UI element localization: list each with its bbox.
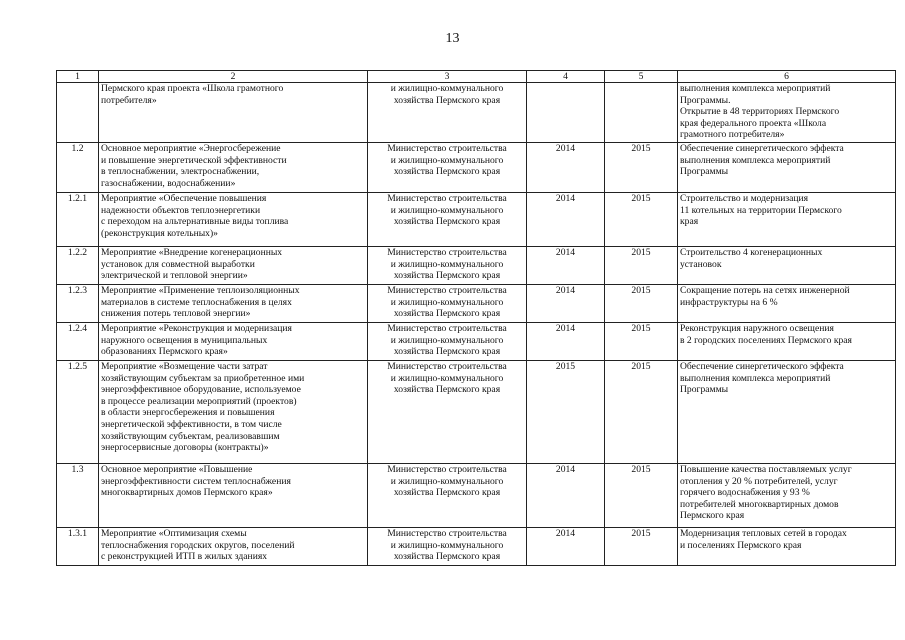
expected-result: Реконструкция наружного освещения в 2 городских поселениях Пермского края: [678, 323, 896, 361]
start-year: 2015: [527, 361, 605, 464]
expected-result: Обеспечение синергетического эффекта выполнения комплекса мероприятий Программы: [678, 143, 896, 193]
expected-result: Повышение качества поставляемых услуг отопления у 20 % потребителей, услуг горячего водоснабжения у 93 % потребителей многоквартирных домов Пермского края: [678, 464, 896, 528]
expected-result: Модернизация тепловых сетей в городах и поселениях Пермского края: [678, 528, 896, 566]
measure-text: Мероприятие «Оптимизация схемы теплоснабжения городских округов, поселений с реконструкцией ИТП в жилых зданиях: [99, 528, 368, 566]
row-number: [57, 83, 99, 143]
end-year: 2015: [605, 323, 678, 361]
measure-text: Основное мероприятие «Повышение энергоэффективности систем теплоснабжения многоквартирных домов Пермского края»: [99, 464, 368, 528]
measure-text: Основное мероприятие «Энергосбережение и повышение энергетической эффективности в теплоснабжении, электроснабжении, газоснабжении, водоснабжении»: [99, 143, 368, 193]
measure-text: Мероприятие «Обеспечение повышения надежности объектов теплоэнергетики с переходом на альтернативные виды топлива (реконструкция котельных)»: [99, 193, 368, 247]
table-row: [57, 247, 896, 285]
row-number: 1.2.4: [57, 323, 99, 361]
measure-text: Мероприятие «Возмещение части затрат хозяйствующим субъектам за приобретенное ими энергоэффективное оборудование, используемое в процессе реализации мероприятий (проектов) в области энергосбережения и повышения энергетической эффективности, в том числе хозяйствующим субъектам, реализовавшим энергосервисные договоры (контракты)»: [99, 361, 368, 464]
row-number: 1.3: [57, 464, 99, 528]
expected-result: Строительство и модернизация 11 котельных на территории Пермского края: [678, 193, 896, 247]
end-year: 2015: [605, 464, 678, 528]
table-row: [57, 285, 896, 323]
expected-result: выполнения комплекса мероприятий Программы. Открытие в 48 территориях Пермского края федерального проекта «Школа грамотного потребителя»: [678, 83, 896, 143]
executor: Министерство строительства и жилищно-коммунального хозяйства Пермского края: [368, 528, 527, 566]
measure-text: Мероприятие «Реконструкция и модернизация наружного освещения в муниципальных образованиях Пермского края»: [99, 323, 368, 361]
header-col-1: 1: [57, 71, 99, 83]
table-row: [57, 528, 896, 566]
start-year: 2014: [527, 323, 605, 361]
table-row: [57, 464, 896, 528]
header-col-3: 3: [368, 71, 527, 83]
measure-text: Мероприятие «Применение теплоизоляционных материалов в системе теплоснабжения в целях снижения потерь тепловой энергии»: [99, 285, 368, 323]
end-year: 2015: [605, 361, 678, 464]
header-col-6: 6: [678, 71, 896, 83]
header-col-2: 2: [99, 71, 368, 83]
table-row: [57, 323, 896, 361]
executor: Министерство строительства и жилищно-коммунального хозяйства Пермского края: [368, 323, 527, 361]
table-row: [57, 143, 896, 193]
measures-table: [56, 70, 896, 566]
table-row: [57, 361, 896, 464]
start-year: 2014: [527, 528, 605, 566]
start-year: [527, 83, 605, 143]
executor: Министерство строительства и жилищно-коммунального хозяйства Пермского края: [368, 464, 527, 528]
executor: и жилищно-коммунального хозяйства Пермского края: [368, 83, 527, 143]
end-year: 2015: [605, 285, 678, 323]
row-number: 1.2.1: [57, 193, 99, 247]
end-year: 2015: [605, 247, 678, 285]
table-row: [57, 193, 896, 247]
header-col-4: 4: [527, 71, 605, 83]
expected-result: Сокращение потерь на сетях инженерной инфраструктуры на 6 %: [678, 285, 896, 323]
start-year: 2014: [527, 143, 605, 193]
row-number: 1.2.5: [57, 361, 99, 464]
expected-result: Строительство 4 когенерационных установок: [678, 247, 896, 285]
end-year: 2015: [605, 143, 678, 193]
row-number: 1.2: [57, 143, 99, 193]
executor: Министерство строительства и жилищно-коммунального хозяйства Пермского края: [368, 247, 527, 285]
measure-text: Мероприятие «Внедрение когенерационных установок для совместной выработки электрической и тепловой энергии»: [99, 247, 368, 285]
end-year: 2015: [605, 528, 678, 566]
start-year: 2014: [527, 193, 605, 247]
start-year: 2014: [527, 464, 605, 528]
expected-result: Обеспечение синергетического эффекта выполнения комплекса мероприятий Программы: [678, 361, 896, 464]
executor: Министерство строительства и жилищно-коммунального хозяйства Пермского края: [368, 193, 527, 247]
table-header-row: [57, 71, 896, 83]
executor: Министерство строительства и жилищно-коммунального хозяйства Пермского края: [368, 361, 527, 464]
start-year: 2014: [527, 285, 605, 323]
executor: Министерство строительства и жилищно-коммунального хозяйства Пермского края: [368, 285, 527, 323]
row-number: 1.3.1: [57, 528, 99, 566]
table-row: [57, 83, 896, 143]
executor: Министерство строительства и жилищно-коммунального хозяйства Пермского края: [368, 143, 527, 193]
row-number: 1.2.3: [57, 285, 99, 323]
end-year: [605, 83, 678, 143]
measure-text: Пермского края проекта «Школа грамотного потребителя»: [99, 83, 368, 143]
header-col-5: 5: [605, 71, 678, 83]
page-number: 13: [445, 31, 460, 46]
end-year: 2015: [605, 193, 678, 247]
start-year: 2014: [527, 247, 605, 285]
row-number: 1.2.2: [57, 247, 99, 285]
